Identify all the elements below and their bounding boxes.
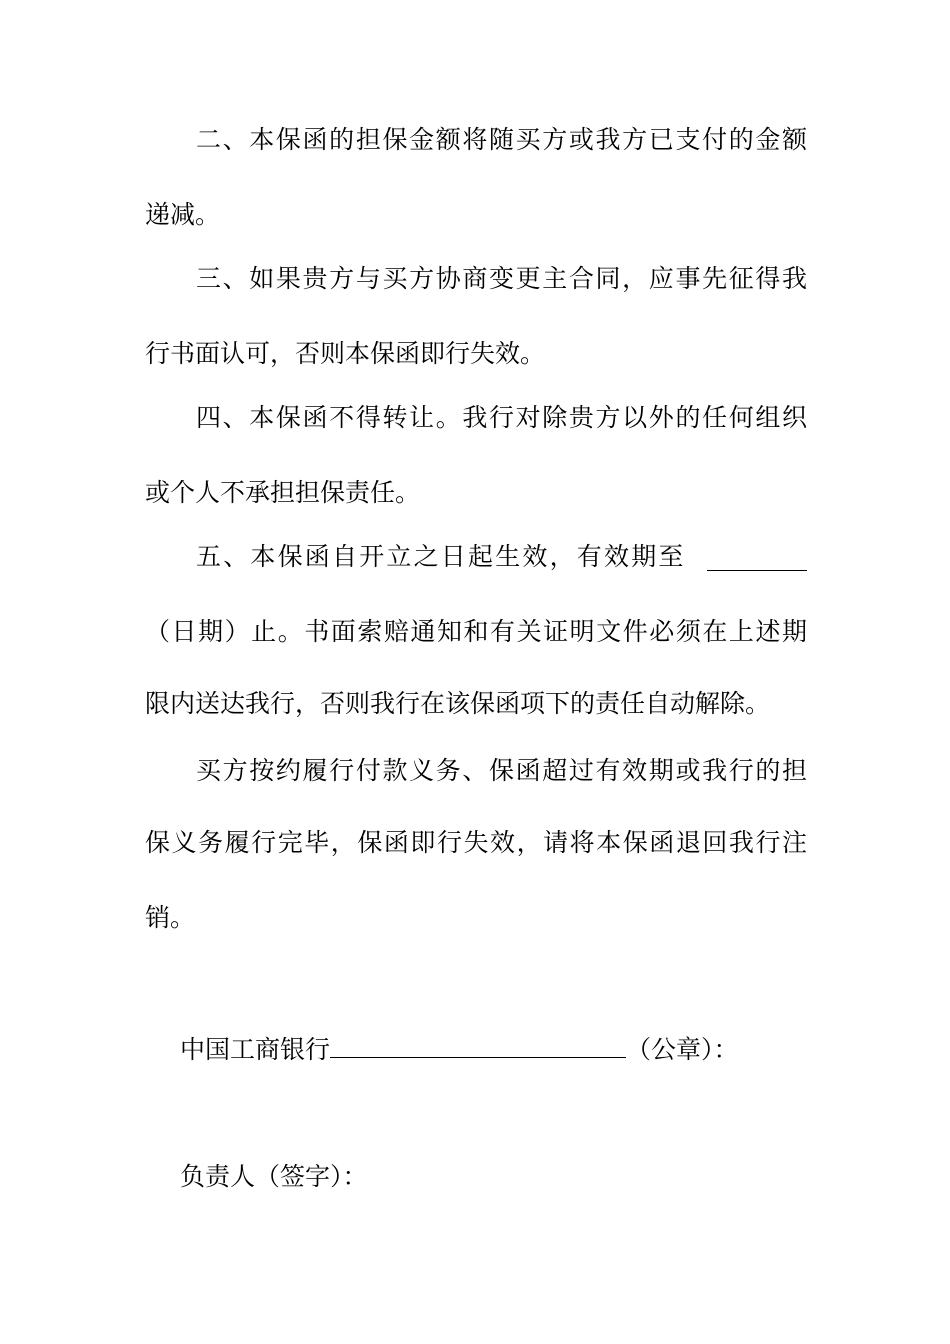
paragraph-2-line-1: 二、本保函的担保金额将随买方或我方已支付的金额 <box>196 125 807 154</box>
person-in-charge-label: 负责人（签字）： <box>180 1162 368 1191</box>
paragraph-4-line-1: 四、本保函不得转让。我行对除贵方以外的任何组织 <box>196 403 807 432</box>
bank-name-blank <box>330 1031 626 1058</box>
validity-date-blank <box>707 544 807 571</box>
paragraph-5-line-3: 限内送达我行，否则我行在该保函项下的责任自动解除。 <box>145 689 771 718</box>
paragraph-3-line-2: 行书面认可，否则本保函即行失效。 <box>145 339 546 368</box>
paragraph-5-line-2: （日期）止。书面索赔通知和有关证明文件必须在上述期 <box>145 617 807 646</box>
paragraph-4-line-2: 或个人不承担担保责任。 <box>145 478 421 507</box>
paragraph-5-line-1: 五、本保函自开立之日起生效，有效期至 <box>196 542 686 571</box>
bank-label: 中国工商银行 <box>180 1035 331 1064</box>
paragraph-6-line-2: 保义务履行完毕，保函即行失效，请将本保函退回我行注 <box>145 828 807 857</box>
person-in-charge-line <box>180 1161 368 1193</box>
paragraph-2-line-2: 递减。 <box>145 200 221 229</box>
bank-seal-line <box>180 1031 739 1066</box>
seal-label: （公章）： <box>626 1035 739 1064</box>
paragraph-6-line-1: 买方按约履行付款义务、保函超过有效期或我行的担 <box>196 756 807 785</box>
paragraph-3-line-1: 三、如果贵方与买方协商变更主合同，应事先征得我 <box>196 264 807 293</box>
paragraph-6-line-3: 销。 <box>145 903 196 932</box>
